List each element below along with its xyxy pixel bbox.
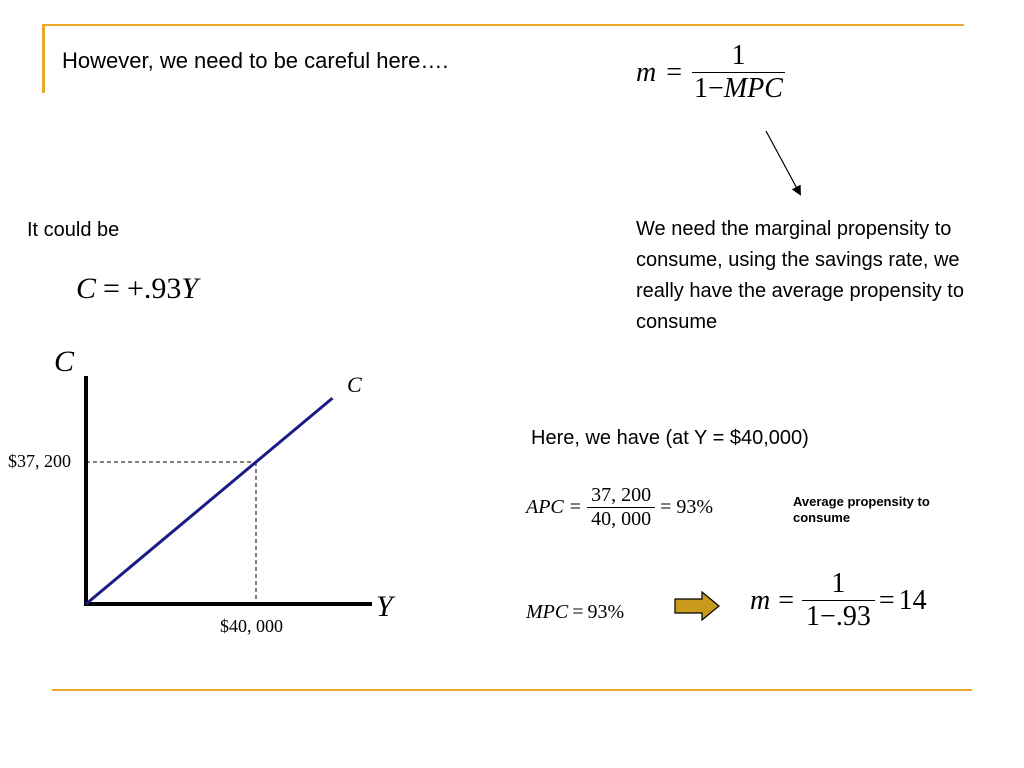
- pointer-arrow: [760, 128, 810, 200]
- apc-result: 93%: [676, 496, 714, 518]
- apc-denominator: 40, 000: [587, 507, 655, 531]
- consumption-lhs: C: [76, 272, 97, 305]
- here-we-have-text: Here, we have (at Y = $40,000): [531, 427, 809, 449]
- apc-formula: [526, 484, 713, 531]
- slide-title: However, we need to be careful here….: [62, 48, 449, 73]
- apc-lhs: APC: [526, 496, 564, 518]
- consumption-line: [86, 398, 333, 604]
- it-could-be-label: It could be: [27, 219, 120, 241]
- mpc-formula: [526, 601, 624, 624]
- consumption-var: Y: [181, 272, 199, 305]
- apc-note: Average propensity to consume: [793, 494, 930, 525]
- result-fraction: [802, 568, 875, 633]
- explanation-text: We need the marginal propensity to consume, using the savings rate, we really have the average propensity to consume: [636, 218, 964, 333]
- y-axis-label: C: [54, 345, 75, 378]
- result-numerator: 1: [831, 568, 846, 599]
- multiplier-fraction: [692, 40, 785, 105]
- multiplier-equals: =: [666, 56, 683, 88]
- x-tick-label: $40, 000: [220, 616, 283, 636]
- result-value: 14: [898, 584, 927, 616]
- result-formula: [750, 568, 927, 633]
- bottom-accent-line: [52, 689, 972, 691]
- x-axis-label: Y: [376, 590, 393, 623]
- block-arrow-icon: [674, 591, 720, 621]
- apc-equals-2: =: [660, 496, 672, 518]
- multiplier-lhs: m: [636, 56, 657, 88]
- line-label: C: [347, 372, 362, 397]
- result-equals: =: [778, 584, 795, 616]
- mpc-equals: =: [572, 601, 584, 623]
- mpc-value: 93%: [587, 601, 625, 623]
- y-tick-label: $37, 200: [8, 451, 71, 471]
- result-denominator: 1−.93: [802, 600, 875, 633]
- consumption-equation: [76, 272, 198, 306]
- mpc-lhs: MPC: [526, 601, 569, 623]
- apc-equals: =: [569, 496, 582, 518]
- denominator-mpc: MPC: [723, 73, 783, 104]
- result-lhs: m: [750, 584, 771, 616]
- apc-numerator: 37, 200: [591, 484, 652, 506]
- multiplier-denominator: [692, 72, 785, 105]
- result-equals-2: =: [878, 584, 895, 616]
- top-accent-line: [42, 24, 964, 26]
- denominator-one: 1: [694, 73, 709, 104]
- multiplier-numerator: 1: [731, 40, 746, 71]
- left-accent-bar: [42, 25, 45, 93]
- consumption-equals: =: [103, 272, 120, 305]
- apc-fraction: [587, 484, 655, 531]
- consumption-coefficient: +.93: [126, 272, 182, 305]
- multiplier-formula: [636, 40, 785, 105]
- denominator-minus: −: [708, 73, 724, 104]
